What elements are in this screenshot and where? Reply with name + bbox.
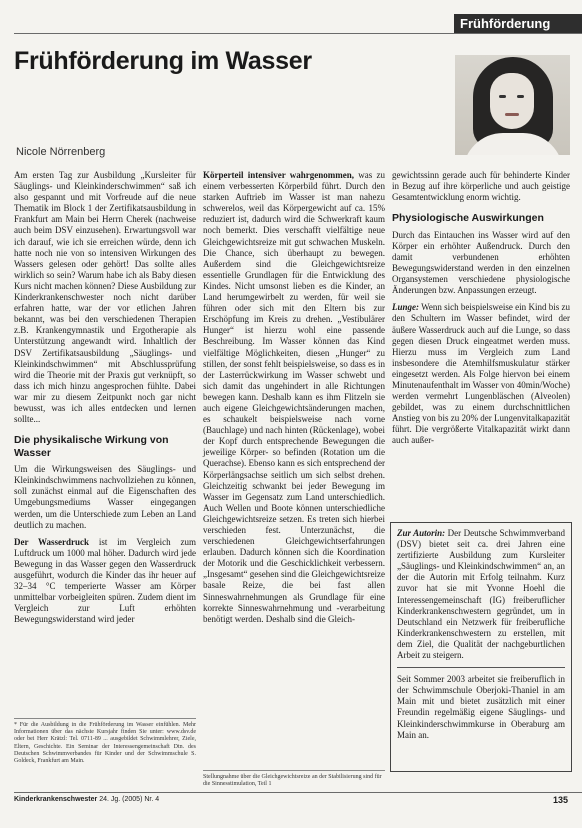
paragraph-balance-end: gewichtssinn gerade auch für behinderte Kinder in Bezug auf ihre körperliche und auch geistige Gesamtentwicklung enorm wichtig. <box>392 170 570 203</box>
paragraph-immersion: Durch das Eintauchen ins Wasser wird auf den Körper ein erhöhter Außendruck. Durch den damit verbundenen erhöhten Bewegungswiderstand werden in den einzelnen Organsystemen verschiedene physiologische Änderungen bzw. Anpassungen erzeugt. <box>392 229 570 296</box>
magazine-name: Kinderkrankenschwester <box>14 796 98 803</box>
section-label: Frühförderung <box>454 14 582 34</box>
buoyancy-text: was zu einem verbesserten Körperbild führt. Durch den starken Auftrieb im Wasser ist man nahezu schwerelos, weil das Körpergewicht auf ca. 15% reduziert ist, dadurch wird die Schwerkraft kaum noch bemerkt. Dies verschafft vielfältige neue Gleichgewichtsreize mit gut schwachen Muskeln. Die Chance, sich überhaupt zu bewegen. Außerdem sind die Gleichgewichtsreize essentielle Grundlagen für die Entwicklung des Kindes. Nicht umsonst lieben es die Kinder, an Land herumgewirbelt zu werden, für weil sie führen oder sich mit den Eltern bis zur Erschöpfung im Kreis zu drehen. „Vestibulärer Hunger“ ist hierzu wohl eine passende Beschreibung. Im Wasser können das Kind vielfältige Möglichkeiten, diesen „Hunger“ zu stillen, der sonst fehlt beispielsweise, so dass es in der Lasterrückwirkung im Wasser schwebt und sich damit das ungehindert in alle Richtungen bewegen kann. Deshalb kann es ihm Flitzeln sie auch eigene Gleichgewichtsänderungen machen, es schaukelt beispielsweise nach vorne (Bauchlage) und nach hinten (Rückenlage), wobei der Kopf durch entsprechende Bewegungen die jeweilige Körper- so befinden (Rotation um die Querachse). Ebenso kann es sich entsprechend der Körperlängsachse seitlich um sich selbst drehen. Gleichzeitig schwankt bei jeder Bewegung im Wasser im Gegensatz zum Land unterschiedlich. Auch Wellen und Boote können unterschiedliche Gleichgewichtsreize setzen. Es treten sich hierbei verschieden fest. Unterzunächst, die verschiedenen Gleichgewichtserfahrungen erlauben. Dadurch können sich die Koordination der Motorik und die Geschicklichkeit verbessern. „Insgesamt“ gesehen sind die Gleichgewichtsreize basale Reize, die bei fast allen Sinneswahrnehmungen als Grundlage für eine korrekte Sinneswahrnehmung und -verarbeitung benötigt werden. Deshalb sind die Gleich- <box>203 170 385 624</box>
column-2-note: Stellungnahme über die Gleichgewichtsreize an der Stabilisierung sind für die Sinnesstimulation, Teil 1 <box>203 770 385 788</box>
article-author: Nicole Nörrenberg <box>16 146 106 158</box>
author-info-box <box>390 522 572 772</box>
subheading-physical-effect: Die physikalische Wirkung von Wasser <box>14 434 169 459</box>
paragraph-environment: Um die Wirkungsweisen des Säuglings- und Kleinkindschwimmens nachvollziehen zu können, soll zunächst einmal auf die Eigenschaften des Umgebungsmediums Wasser eingegangen werden, um die Unterschiede zum Leben an Land deutlich zu machen. <box>14 464 196 530</box>
intro-paragraph: Am ersten Tag zur Ausbildung „Kursleiter für Säuglings- und Kleinkinderschwimmen“ saß ich also gespannt und mit Vorfreude auf die neue Thematik im Block 1 der Zertifikatsausbildung in Frankfurt am Main bei Herrn Cherek (nachweise auch beim DSV einzusehen). Erwartungsvoll war ich darauf, wie ich sie erreichen würde, denn ich hatte noch nie von so intensiven Wirkungen des Wassers gelesen oder gehört! Das sollte alles wirklich so sein? Warum habe ich als Baby diesen Kurs nicht machen können? Diese Ausbildung zur Kinderkrankenschwester noch nicht darüber erfahren hatte, war der vor etlichen Jahren bekannt, was bei den verschiedenen Therapien z.B. Krankengymnastik und Ergotherapie als Unterstützung angewandt wird. Inhaltlich der DSV Zertifikatsausbildung „Säuglings- und Kleinkindschwimmen“ mit Abschlussprüfung wird die Theorie mit der Praxis gut verknüpft, so dass ich mich hinzu angesprochen fühlte. Dabei war mir zu diesem Zeitpunkt noch gar nicht bewusst, was ich alles entdecken und lernen sollte... <box>14 170 196 425</box>
water-pressure-lead: Der Wasserdruck <box>14 536 89 547</box>
article-title: Frühförderung im Wasser <box>14 47 312 75</box>
paragraph-water-pressure <box>14 537 196 626</box>
column-3 <box>392 170 570 447</box>
paragraph-buoyancy <box>203 170 385 625</box>
info-box-divider <box>397 667 565 668</box>
column-1 <box>14 170 196 625</box>
footer-citation <box>14 796 159 803</box>
issue-info: 24. Jg. (2005) Nr. 4 <box>97 796 160 803</box>
lungs-text: Wenn sich beispielsweise ein Kind bis zu den Schultern im Wasser befindet, wird der äußere Wasserdruck auch auf die Lunge, so dass gegen diesen Druck eingeatmet werden muss. Hierzu muss im Vergleich zum Land insbesondere die Atemhilfsmuskulatur stärker eingesetzt werden. Als Folge hiervon bei einem Minutenaufenthalt im Wasser von 40min/Woche) werden vermehrt Lungenbläschen (Alveolen) gebildet, was zu einem durchschnittlichen Anstieg von bis zu 20% der Lungenvitalkapazität führt. Die vergrößerte Vitalkapazität wirkt dann auch außer- <box>392 302 570 446</box>
footer-divider <box>14 792 582 793</box>
author-info-lead: Zur Autorin: <box>397 528 446 538</box>
body-perception-lead: Körperteil intensiver wahrgenommen, <box>203 170 355 180</box>
subheading-physiological: Physiologische Auswirkungen <box>392 212 544 225</box>
author-photo <box>455 55 570 155</box>
column-2 <box>203 170 385 625</box>
author-info-text: Der Deutsche Schwimmverband (DSV) bietet seit ca. drei Jahren eine zertifizierte Ausbildung zum Kursleiter „Säuglings- und Kleinkindschwimmen“ an, an der die Autorin mit Erfolg teilnahm. Kurz zuvor hat sie mit Yvonne Hoehl die Interessengemeinschaft (IG) freiberuflicher Kinderkrankenschwestern gegründet, um in Deutschland ein Netzwerk für freiberufliche Kinderkrankenschwestern zu erstellen, mit dem Ziel, die Qualität der nachgeburtlichen Arbeit zu steigern. <box>397 528 566 661</box>
page-number: 135 <box>552 795 568 805</box>
lungs-lead: Lunge: <box>392 302 419 313</box>
author-info-paragraph <box>397 528 565 661</box>
footnote: * Für die Ausbildung in die Frühförderung im Wasser einfühlen. Mehr Informationen über das nächste Kursjahr finden Sie unter: www.dsv.de oder bei Herr Krätzl: Tel. 0711-89 ... ausgebildet Schwimmlehrer, Ziele, Eltern, Geschichte. Ein Seminar der Interessengemeinschaft Dtn. des Deutschen Schwimmverbandes für Kinder und der Schwimmschule S. Goldeck, Frankfurt am Main. <box>14 718 196 765</box>
author-work-paragraph: Seit Sommer 2003 arbeitet sie freiberuflich in der Schwimmschule Oberjoki-Thaniel in am Main mit und bietet zusätzlich mit einer Freundin regelmäßig eigene Säuglings- und Kleinkinderschwimmkurse in Oberaburg am Main an. <box>397 674 565 740</box>
top-divider <box>14 33 582 34</box>
water-pressure-text: ist im Vergleich zum Luftdruck um 1000 mal höher. Dadurch wird jede Bewegung in das Wasser gegen den Wasserdruck ausgeführt, wodurch die Kinder das ihr heuer auf 32–34 °C temperierte Wasser am Körper unmittelbar vorbeigleiten spüren. Zudem dient im Vergleich zur Luft erhöhten Bewegungswiderstand wird jeder <box>14 536 196 625</box>
paragraph-lungs <box>392 302 570 446</box>
